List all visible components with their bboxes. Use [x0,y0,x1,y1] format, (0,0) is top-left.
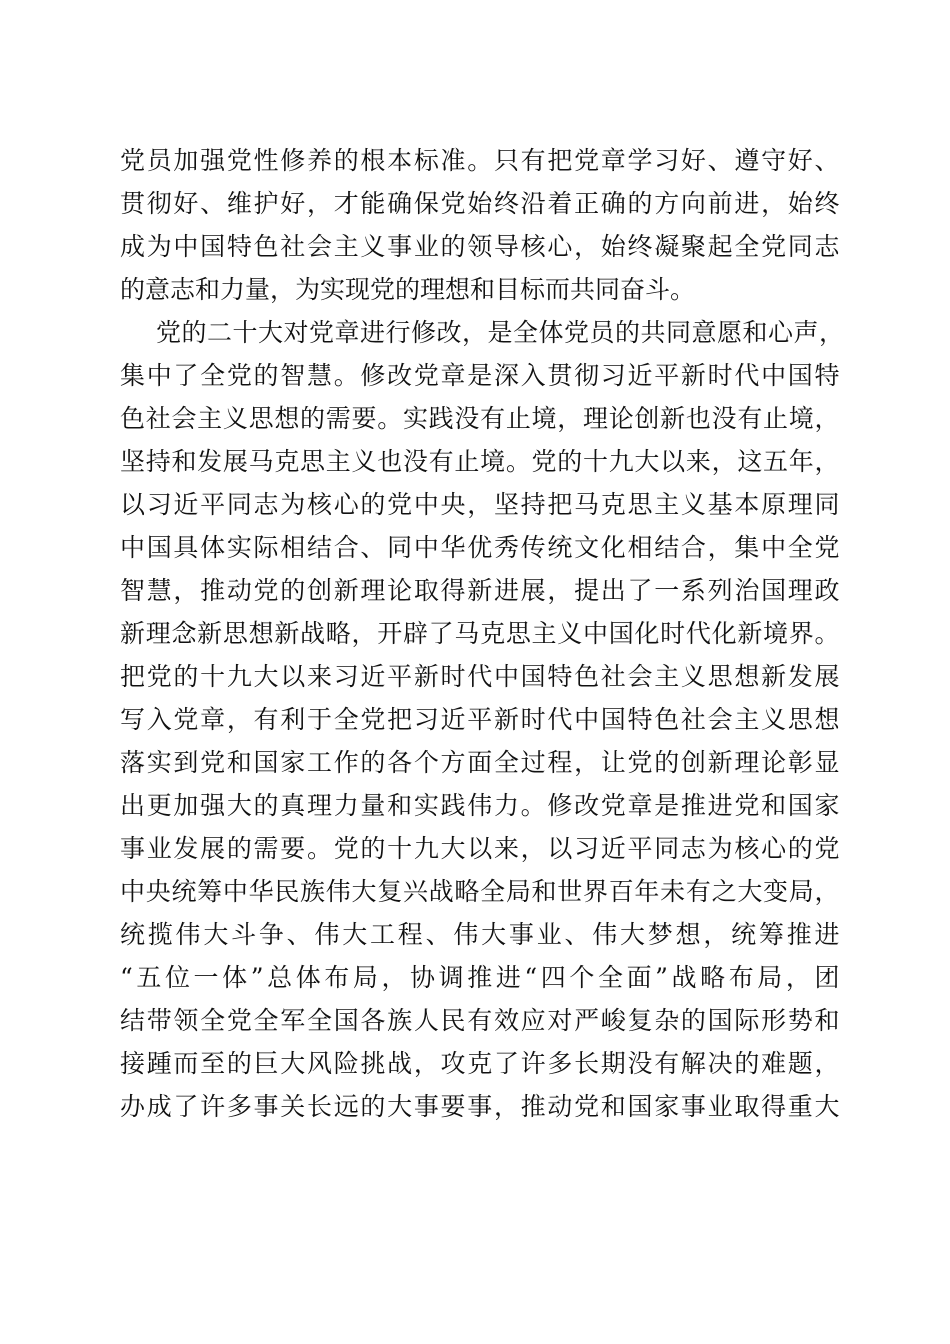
text-line: 色社会主义思想的需要。实践没有止境，理论创新也没有止境， [120,404,840,433]
text-line: 统揽伟大斗争、伟大工程、伟大事业、伟大梦想，统筹推进 [120,920,840,949]
text-line: 坚持和发展马克思主义也没有止境。党的十九大以来，这五年， [120,447,840,476]
text-line: 写入党章，有利于全党把习近平新时代中国特色社会主义思想 [120,705,840,734]
text-line: 新理念新思想新战略，开辟了马克思主义中国化时代化新境界。 [120,619,840,648]
text-line: 成为中国特色社会主义事业的领导核心，始终凝聚起全党同志 [120,232,840,261]
text-line: 中国具体实际相结合、同中华优秀传统文化相结合，集中全党 [120,533,840,562]
text-line: 结带领全党全军全国各族人民有效应对严峻复杂的国际形势和 [120,1006,840,1035]
text-line: 出更加强大的真理力量和实践伟力。修改党章是推进党和国家 [120,791,840,820]
text-line: 接踵而至的巨大风险挑战，攻克了许多长期没有解决的难题， [120,1049,840,1078]
text-line: 集中了全党的智慧。修改党章是深入贯彻习近平新时代中国特 [120,361,840,390]
text-line: “五位一体”总体布局，协调推进“四个全面”战略布局，团 [120,963,840,992]
text-line: 的意志和力量，为实现党的理想和目标而共同奋斗。 [120,275,696,304]
text-line: 落实到党和国家工作的各个方面全过程，让党的创新理论彰显 [120,748,840,777]
text-line: 办成了许多事关长远的大事要事，推动党和国家事业取得重大 [120,1092,840,1121]
text-line: 事业发展的需要。党的十九大以来，以习近平同志为核心的党 [120,834,840,863]
text-line: 把党的十九大以来习近平新时代中国特色社会主义思想新发展 [120,662,840,691]
body-text [120,139,845,1128]
paragraph-first-line: 党的二十大对党章进行修改，是全体党员的共同意愿和心声， [156,318,845,347]
text-line: 贯彻好、维护好，才能确保党始终沿着正确的方向前进，始终 [120,189,840,218]
text-line: 以习近平同志为核心的党中央，坚持把马克思主义基本原理同 [120,490,840,519]
text-line: 中央统筹中华民族伟大复兴战略全局和世界百年未有之大变局， [120,877,840,906]
text-line: 智慧，推动党的创新理论取得新进展，提出了一系列治国理政 [120,576,840,605]
text-line: 党员加强党性修养的根本标准。只有把党章学习好、遵守好、 [120,146,840,175]
